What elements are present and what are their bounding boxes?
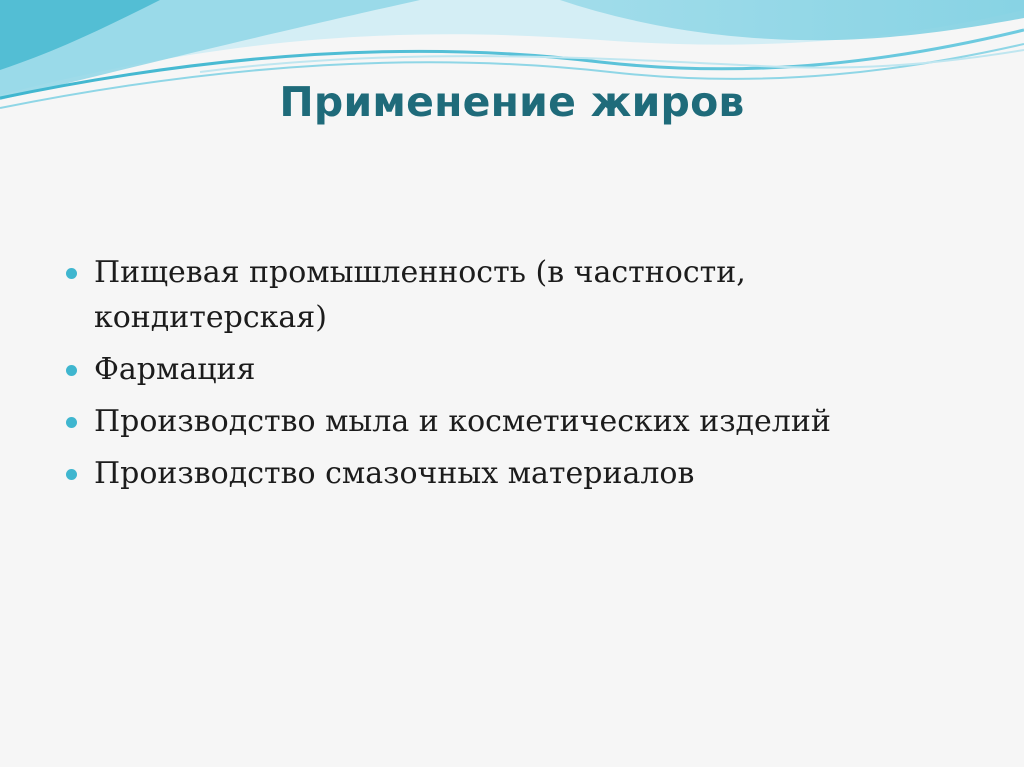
list-item [62,250,942,340]
list-item [62,451,942,496]
list-item [62,347,942,392]
list-item-text: Пищевая промышленность (в частности, кондитерская) [94,255,746,335]
bullet-list [62,250,942,503]
bullet-dot-icon [66,365,77,376]
bullet-dot-icon [66,417,77,428]
bullet-dot-icon [66,469,77,480]
bullet-dot-icon [66,268,77,279]
list-item-text: Производство мыла и косметических изделий [94,404,831,439]
slide-title: Применение жиров [279,78,745,126]
list-item-text: Фармация [94,352,256,387]
list-item [62,399,942,444]
list-item-text: Производство смазочных материалов [94,456,695,491]
